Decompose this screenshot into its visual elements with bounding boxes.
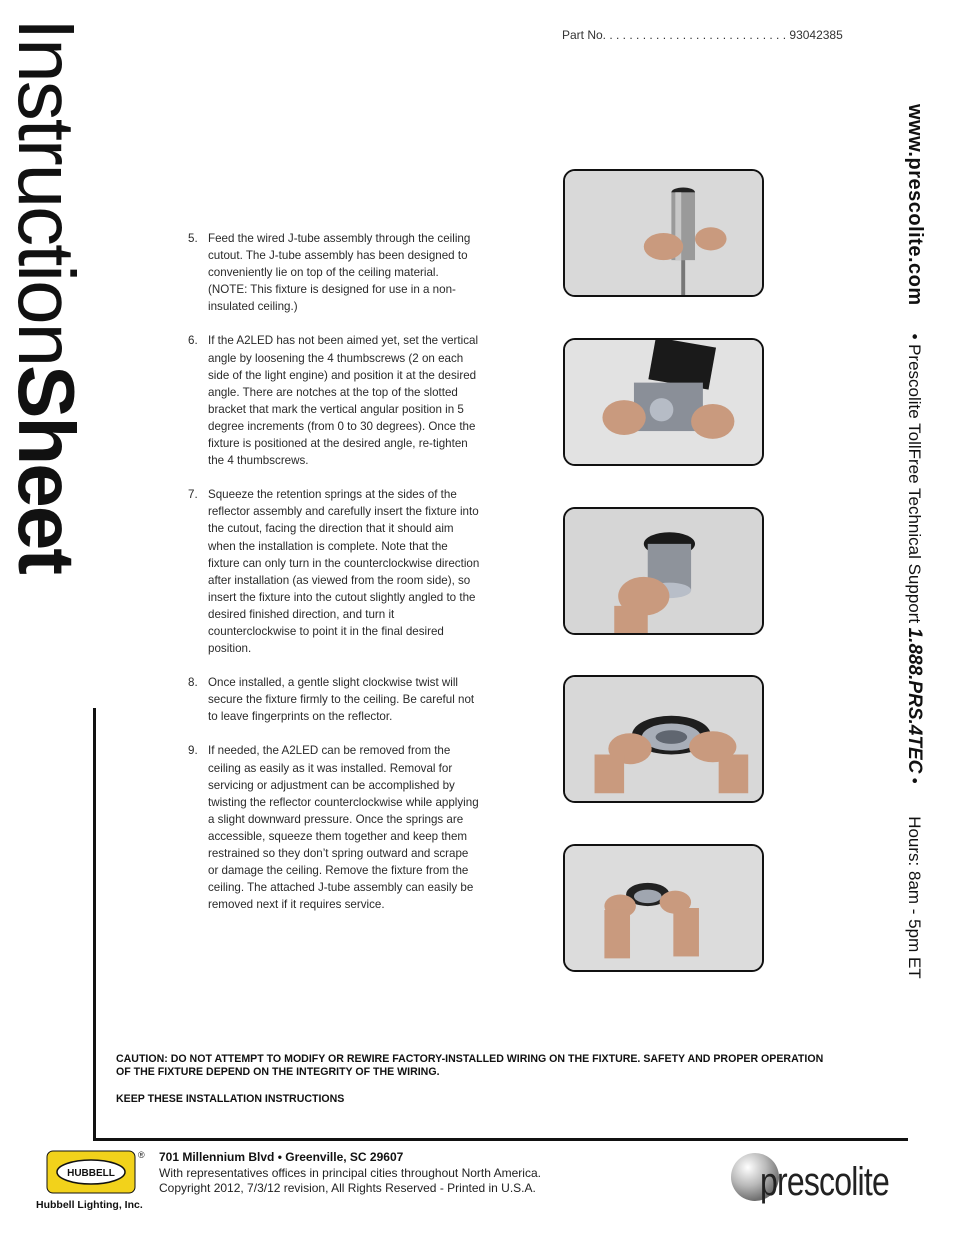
document-title <box>2 18 91 573</box>
part-number-dots: . . . . . . . . . . . . . . . . . . . . . . . . . . . <box>606 28 790 42</box>
step-text: Squeeze the retention springs at the sides of the reflector assembly and carefully insert the fixture into the cutout, facing the direction that it should aim when the installation is complete. Note that the fixture can only turn in the counterclockwise direction after installation (as viewed from the room side), so insert the fixture into the cutout slightly angled to the desired finished direction, and turn it counterclockwise to point it in the final desired position. <box>208 488 480 656</box>
horizontal-rule <box>93 1138 908 1141</box>
bullet-1: • <box>905 333 924 340</box>
prescolite-logo-wordmark: prescolite <box>760 1160 889 1204</box>
copyright-notice: Copyright 2012, 7/3/12 revision, All Rights Reserved - Printed in U.S.A. <box>159 1181 536 1195</box>
support-hours: Hours: 8am - 5pm ET <box>905 816 924 979</box>
step-8 <box>188 674 480 725</box>
step-7 <box>188 486 480 657</box>
title-bold: Sheet <box>2 365 91 573</box>
step-number: 6. <box>188 334 198 348</box>
bullet-2: • <box>905 777 924 784</box>
representatives-note: With representatives offices in principal cities throughout North America. <box>159 1166 541 1180</box>
title-block <box>2 18 94 698</box>
step-text: Once installed, a gentle slight clockwise twist will secure the fixture firmly to the ceiling. Be careful not to leave fingerprints on the reflector. <box>208 676 475 724</box>
step-number: 7. <box>188 488 198 502</box>
hubbell-logo-text: HUBBELL <box>67 1168 115 1179</box>
photo-step-7-insert <box>563 507 764 635</box>
part-number-label: Part No. <box>562 28 607 42</box>
caution-notice: CAUTION: DO NOT ATTEMPT TO MODIFY OR REWIRE FACTORY-INSTALLED WIRING ON THE FIXTURE. SAFETY AND PROPER OPERATION OF THE FIXTURE DEPEND ON THE INTEGRITY OF THE WIRING. <box>116 1053 824 1078</box>
hubbell-logo <box>46 1150 136 1194</box>
support-phone: 1.888.PRS.4TEC <box>904 627 925 774</box>
photo-step-9-removal <box>563 844 764 972</box>
hubbell-company-name: Hubbell Lighting, Inc. <box>36 1199 143 1211</box>
contact-strip <box>905 104 925 979</box>
support-label: Prescolite TollFree Technical Support <box>905 344 924 624</box>
part-number-value: 93042385 <box>789 28 843 42</box>
step-text: Feed the wired J-tube assembly through the ceiling cutout. The J-tube assembly has been designed to conveniently lie on top of the ceiling material. (NOTE: This fixture is designed for use in a non-insulated ceiling.) <box>208 232 471 314</box>
photo-step-5-jtube <box>563 169 764 297</box>
part-number <box>562 28 843 42</box>
title-light: Instruction <box>2 18 91 366</box>
step-6 <box>188 332 480 469</box>
photo-step-6-aiming <box>563 338 764 466</box>
keep-instructions-notice: KEEP THESE INSTALLATION INSTRUCTIONS <box>116 1093 345 1105</box>
step-text: If needed, the A2LED can be removed from the ceiling as easily as it was installed. Removal for servicing or adjustment can be accomplished by twisting the reflector counterclockwise while applying a slight downward pressure. Once the springs are accessible, squeeze them together and keep them restrained so they don’t spring outward and scrape or damage the ceiling. Remove the fixture from the ceiling. The attached J-tube assembly can easily be removed next if it requires service. <box>208 744 479 912</box>
step-number: 5. <box>188 232 198 245</box>
step-9 <box>188 742 480 913</box>
photo-step-8-twist <box>563 675 764 803</box>
company-address: 701 Millennium Blvd • Greenville, SC 29607 <box>159 1150 404 1164</box>
step-number: 9. <box>188 744 198 758</box>
instruction-steps <box>188 230 480 930</box>
registered-mark: ® <box>138 1150 145 1160</box>
step-text: If the A2LED has not been aimed yet, set the vertical angle by loosening the 4 thumbscrews (2 on each side of the light engine) and position it at the desired angle. There are notches at the top of the slotted bracket that mark the vertical angular position in 5 degree increments (from 0 to 30 degrees). Once the fixture is positioned at the desired angle, re-tighten the 4 thumbscrews. <box>208 334 479 468</box>
website-link[interactable]: www.prescolite.com <box>904 104 926 306</box>
step-5 <box>188 230 480 315</box>
vertical-rule <box>93 708 96 1141</box>
step-number: 8. <box>188 676 198 690</box>
